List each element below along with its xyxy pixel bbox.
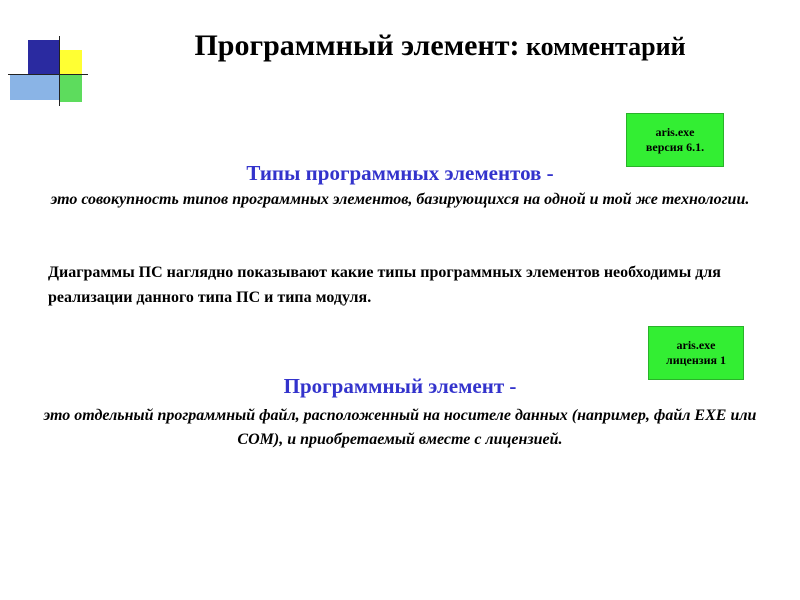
section-definition-types: это совокупность типов программных элементов, базирующихся на одной и той же технологии. bbox=[50, 191, 750, 208]
version-badge-version: версия 6.1. bbox=[645, 140, 705, 154]
section-heading-element: Программный элемент - bbox=[283, 374, 517, 398]
license-badge bbox=[648, 326, 744, 380]
section-definition-element: это отдельный программный файл, расположенный на носителе данных (например, файл EXE или COM), и приобретаемый вместе с лицензией. bbox=[43, 407, 757, 448]
version-badge-filename: aris.exe bbox=[655, 125, 695, 139]
logo-lightblue-square bbox=[10, 74, 60, 100]
logo-yellow-square bbox=[60, 50, 82, 74]
slide-title bbox=[100, 28, 780, 65]
slide-logo-decoration bbox=[0, 0, 90, 110]
license-badge-filename: aris.exe bbox=[676, 338, 716, 352]
version-badge bbox=[626, 113, 724, 167]
license-badge-license: лицензия 1 bbox=[665, 353, 727, 367]
slide-title-sub: комментарий bbox=[519, 32, 686, 61]
slide-title-main: Программный элемент: bbox=[194, 29, 520, 62]
section-heading-types: Типы программных элементов - bbox=[246, 161, 554, 185]
logo-green-square bbox=[60, 74, 82, 102]
diagram-description-paragraph: Диаграммы ПС наглядно показывают какие типы программных элементов необходимы для реализации данного типа ПС и типа модуля. bbox=[48, 264, 721, 306]
logo-blue-square bbox=[28, 40, 60, 74]
logo-vertical-line bbox=[59, 36, 60, 106]
logo-horizontal-line bbox=[8, 74, 88, 75]
